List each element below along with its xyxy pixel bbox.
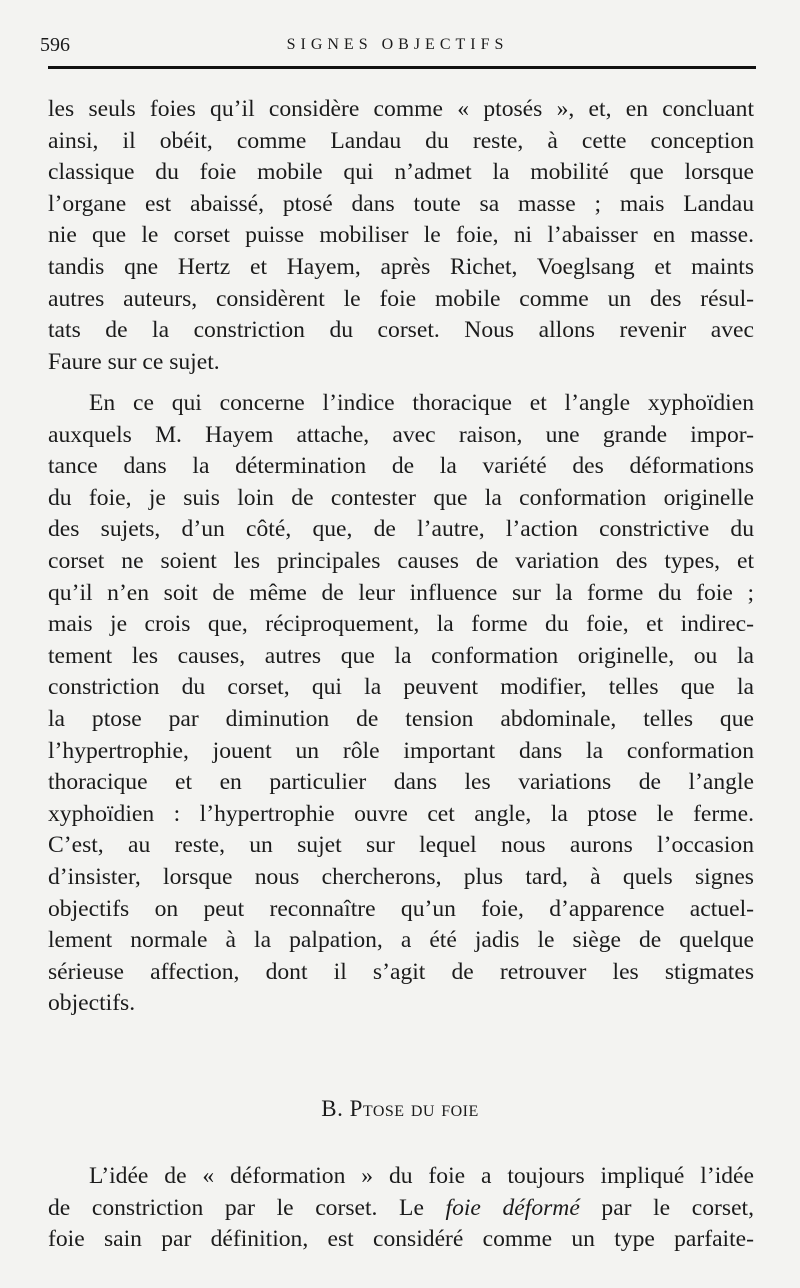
section-heading xyxy=(0,1096,800,1122)
text-line: les seuls foies qu’il considère comme « ptosés », et, en concluant xyxy=(48,96,754,122)
text-line: l’organe est abaissé, ptosé dans toute sa masse ; mais Landau xyxy=(48,190,754,217)
paragraph-indice-thoracique xyxy=(48,388,754,1020)
text-line: C’est, au reste, un sujet sur lequel nous aurons l’occasion xyxy=(48,832,754,859)
text-line: xyphoïdien : l’hypertrophie ouvre cet angle, la ptose le ferme. xyxy=(48,800,754,827)
paragraph-continuation xyxy=(48,94,754,378)
running-title: SIGNES OBJECTIFS xyxy=(286,36,509,53)
running-header xyxy=(40,34,755,58)
text-line: tance dans la détermination de la variété des déformations xyxy=(48,453,754,480)
section-title: Ptose du foie xyxy=(349,1096,479,1121)
text-line: auxquels M. Hayem attache, avec raison, une grande impor- xyxy=(48,421,754,448)
text-line: l’hypertrophie, jouent un rôle important dans la conformation xyxy=(48,737,754,764)
text-line: d’insister, lorsque nous chercherons, plus tard, à quels signes xyxy=(48,863,754,890)
text-line: lement normale à la palpation, a été jadis le siège de quelque xyxy=(48,927,754,954)
text-line: des sujets, d’un côté, que, de l’autre, l’action constrictive du xyxy=(48,516,754,543)
text-line: constriction du corset, qui la peuvent modifier, telles que la xyxy=(48,674,754,701)
header-rule xyxy=(48,66,756,69)
text-line: du foie, je suis loin de contester que la conformation originelle xyxy=(48,484,754,511)
text-line: tandis qne Hertz et Hayem, après Richet, Voeglsang et maints xyxy=(48,253,754,280)
text-line: la ptose par diminution de tension abdominale, telles que xyxy=(48,705,754,732)
italic-term: foie déformé xyxy=(445,1194,580,1221)
text-line: corset ne soient les principales causes de variation des types, et xyxy=(48,547,754,574)
section-letter: B. xyxy=(321,1096,344,1121)
text-line: qu’il n’en soit de même de leur influence sur la forme du foie ; xyxy=(48,579,754,606)
text-line: classique du foie mobile qui n’admet la mobilité que lorsque xyxy=(48,159,754,186)
text-line: nie que le corset puisse mobiliser le foie, ni l’abaisser en masse. xyxy=(48,222,754,249)
text-line: L’idée de « déformation » du foie a toujours impliqué l’idée xyxy=(89,1163,754,1189)
text-line: mais je crois que, réciproquement, la forme du foie, et indirec- xyxy=(48,611,754,638)
text-line: En ce qui concerne l’indice thoracique et l’angle xyphoïdien xyxy=(89,390,754,416)
page-number: 596 xyxy=(40,34,70,56)
text-line: objectifs. xyxy=(48,990,136,1017)
text-fragment: de constriction par le corset. Le xyxy=(48,1194,446,1221)
text-line: foie sain par définition, est considéré comme un type parfaite- xyxy=(48,1226,754,1253)
text-line: ainsi, il obéit, comme Landau du reste, à cette conception xyxy=(48,127,754,154)
text-line xyxy=(48,1193,754,1225)
text-line: tement les causes, autres que la conformation originelle, ou la xyxy=(48,642,754,669)
text-line: autres auteurs, considèrent le foie mobile comme un des résul- xyxy=(48,285,754,312)
text-line: thoracique et en particulier dans les variations de l’angle xyxy=(48,769,754,796)
text-line: sérieuse affection, dont il s’agit de retrouver les stigmates xyxy=(48,958,754,985)
text-line: Faure sur ce sujet. xyxy=(48,348,220,375)
text-line: tats de la constriction du corset. Nous allons revenir avec xyxy=(48,317,754,344)
text-fragment: par le corset, xyxy=(579,1194,754,1221)
text-line: objectifs on peut reconnaître qu’un foie, d’apparence actuel- xyxy=(48,895,754,922)
paragraph-ptose xyxy=(48,1161,754,1256)
